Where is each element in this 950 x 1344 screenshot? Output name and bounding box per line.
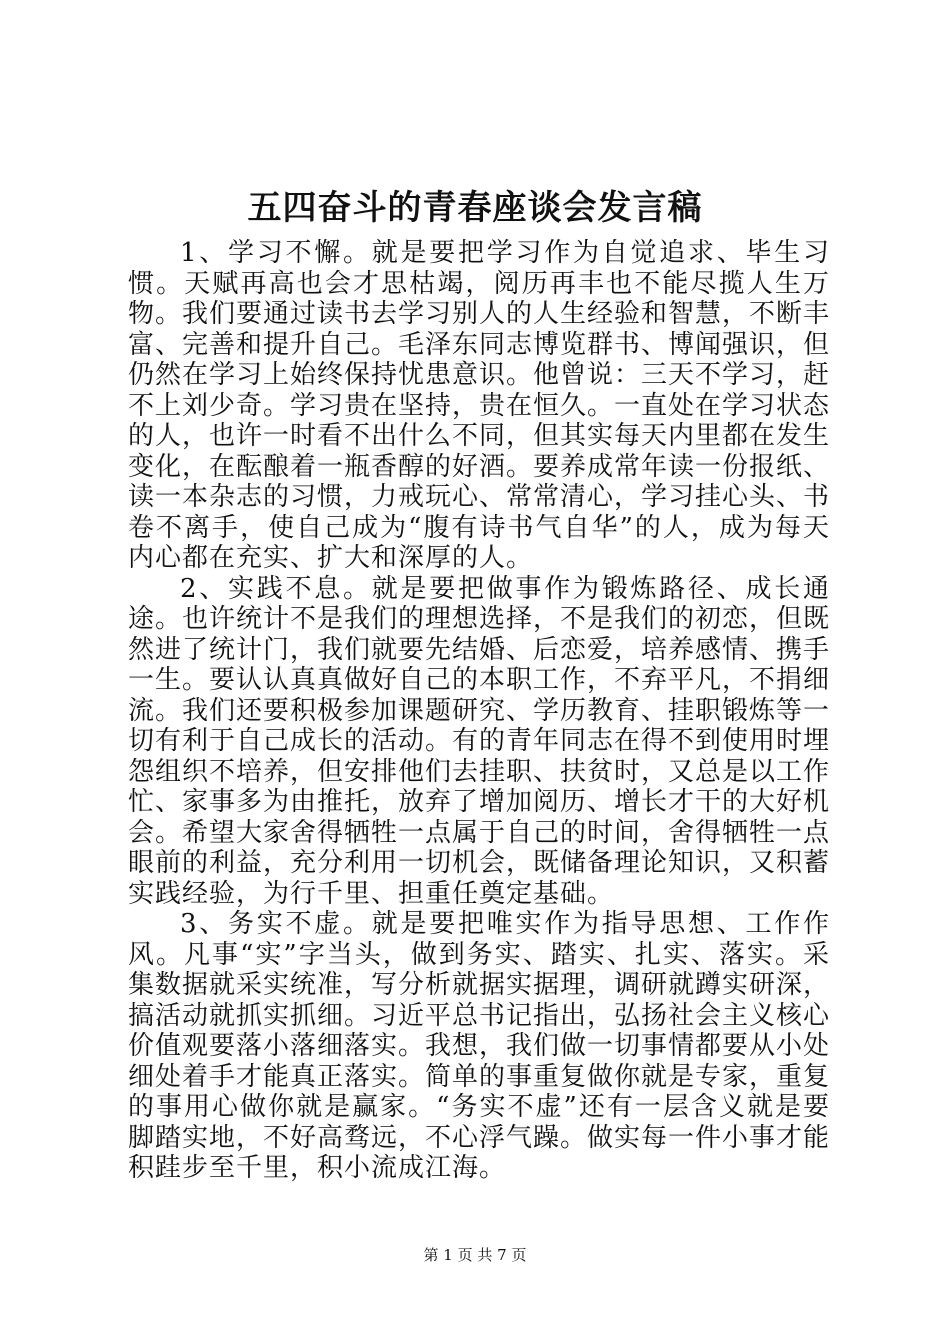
paragraph-study: 1、学习不懈。就是要把学习作为自觉追求、毕生习惯。天赋再高也会才思枯竭，阅历再丰也不能尽揽人生万物。我们要通过读书去学习别人的人生经验和智慧，不断丰富、完善和提升自己。毛泽东同志博览群书、博闻强识，但仍然在学习上始终保持忧患意识。他曾说：三天不学习，赶不上刘少奇。学习贵在坚持，贵在恒久。一直处在学习状态的人，也许一时看不出什么不同，但其实每天内里都在发生变化，在酝酿着一瓶香醇的好酒。要养成常年读一份报纸、读一本杂志的习惯，力戒玩心、常常清心，学习挂心头、书卷不离手，使自己成为“腹有诗书气自华”的人，成为每天内心都在充实、扩大和深厚的人。 <box>128 238 831 573</box>
paragraph-pragmatism: 3、务实不虚。就是要把唯实作为指导思想、工作作风。凡事“实”字当头，做到务实、踏实、扎实、落实。采集数据就采实统准，写分析就据实据理，调研就蹲实研深，搞活动就抓实抓细。习近平总书记指出，弘扬社会主义核心价值观要落小落细落实。我想，我们做一切事情都要从小处细处着手才能真正落实。简单的事重复做你就是专家，重复的事用心做你就是赢家。“务实不虚”还有一层含义就是要脚踏实地，不好高骛远，不心浮气躁。做实每一件小事才能积跬步至千里，积小流成江海。 <box>128 909 831 1183</box>
document-title: 五四奋斗的青春座谈会发言稿 <box>247 188 703 228</box>
document-body <box>128 238 830 1184</box>
paragraph-practice: 2、实践不息。就是要把做事作为锻炼路径、成长通途。也许统计不是我们的理想选择，不是我们的初恋，但既然进了统计门，我们就要先结婚、后恋爱，培养感情、携手一生。要认认真真做好自己的本职工作，不弃平凡，不捐细流。我们还要积极参加课题研究、学历教育、挂职锻炼等一切有利于自己成长的活动。有的青年同志在得不到使用时埋怨组织不培养，但安排他们去挂职、扶贫时，又总是以工作忙、家事多为由推托，放弃了增加阅历、增长才干的大好机会。希望大家舍得牺牲一点属于自己的时间，舍得牺牲一点眼前的利益，充分利用一切机会，既储备理论知识，又积蓄实践经验，为行千里、担重任奠定基础。 <box>128 573 831 909</box>
page-footer: 第 1 页 共 7 页 <box>423 1246 527 1264</box>
